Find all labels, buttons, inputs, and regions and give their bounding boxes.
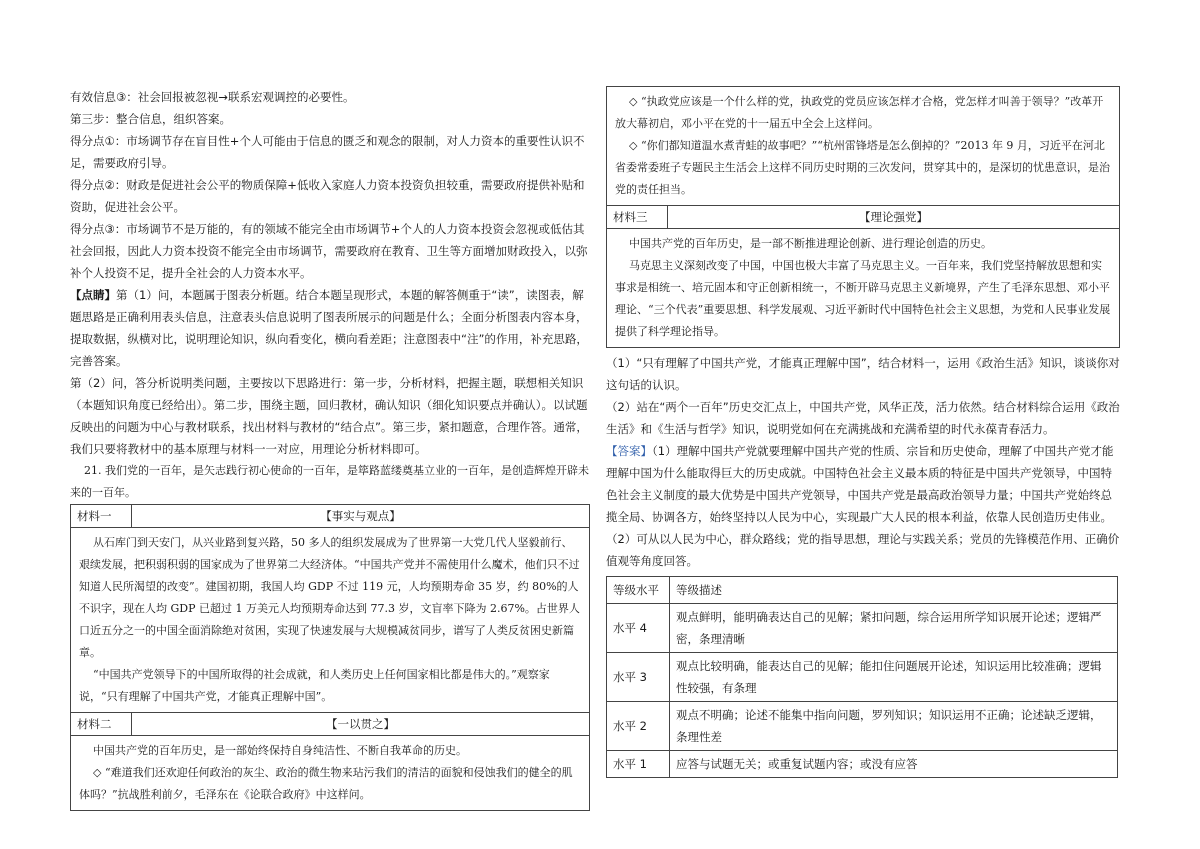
info-3: 有效信息③：社会回报被忽视→联系宏观调控的必要性。 [70, 90, 355, 104]
material-1-title: 【事实与观点】 [132, 505, 590, 528]
left-column [70, 86, 590, 811]
grading-row [607, 604, 1118, 653]
grading-head-desc: 等级描述 [670, 577, 1118, 604]
material-2-para-3: ◇ “执政党应该是一个什么样的党，执政党的党员应该怎样才合格，党怎样才叫善于领导？”改革开放大幕初启，邓小平在党的十一届五中全会上这样问。 [615, 95, 1104, 130]
material-1-label: 材料一 [71, 505, 132, 528]
grade-level: 水平 3 [607, 653, 670, 702]
grade-desc: 应答与试题无关；或重复试题内容；或没有应答 [670, 751, 1118, 778]
grade-desc: 观点不明确；论述不能集中指向问题，罗列知识；知识运用不正确；论述缺乏逻辑，条理性差 [670, 702, 1118, 751]
material-1-para-2: “中国共产党领导下的中国所取得的社会成就，和人类历史上任何国家相比都是伟大的。”观察家说，“只有理解了中国共产党，才能真正理解中国”。 [79, 668, 550, 703]
grade-level: 水平 2 [607, 702, 670, 751]
material-3-para-1: 中国共产党的百年历史，是一部不断推进理论创新、进行理论创造的历史。 [629, 237, 992, 250]
right-column [606, 86, 1120, 778]
comment-tag: 【点睛】 [70, 288, 116, 302]
material-2-para-1: 中国共产党的百年历史，是一部始终保持自身纯洁性、不断自我革命的历史。 [93, 744, 467, 757]
answer-tag: 【答案】 [606, 444, 652, 458]
grading-head-level: 等级水平 [607, 577, 670, 604]
grading-row [607, 702, 1118, 751]
grading-row [607, 653, 1118, 702]
material-2-continued [607, 87, 1120, 206]
grade-desc: 观点鲜明，能明确表达自己的见解；紧扣问题，综合运用所学知识展开论述；逻辑严密，条理清晰 [670, 604, 1118, 653]
material-2-para-2: ◇ “难道我们还欢迎任何政治的灰尘、政治的微生物来玷污我们的清洁的面貌和侵蚀我们的健全的肌体吗？”抗战胜利前夕，毛泽东在《论联合政府》中这样问。 [79, 766, 573, 801]
score-point-2: 得分点②：财政是促进社会公平的物质保障+低收入家庭人力资本投资负担较重，需要政府提供补贴和资助，促进社会公平。 [70, 178, 585, 214]
material-table-2 [606, 86, 1120, 348]
comment-2: 第（2）问，答分析说明类问题，主要按以下思路进行：第一步，分析材料，把握主题，联想相关知识（本题知识角度已经给出）。第二步，围绕主题，回归教材，确认知识（细化知识要点并确认）。以试题反映出的问题为中心与教材联系，找出材料与教材的“结合点”。第三步，紧扣题意，合理作答。通常，我们只要将教材中的基本原理与材料一一对应，用理论分析材料即可。 [70, 376, 588, 456]
grade-desc: 观点比较明确，能表达自己的见解；能扣住问题展开论述，知识运用比较准确；逻辑性较强，有条理 [670, 653, 1118, 702]
grade-level: 水平 1 [607, 751, 670, 778]
material-1-body [71, 528, 590, 713]
material-3-para-2: 马克思主义深刻改变了中国，中国也极大丰富了马克思主义。一百年来，我们党坚持解放思想和实事求是相统一、培元固本和守正创新相统一，不断开辟马克思主义新境界，产生了毛泽东思想、邓小平理论、“三个代表”重要思想、科学发展观、习近平新时代中国特色社会主义思想，为党和人民事业发展提供了科学理论指导。 [615, 259, 1111, 338]
material-2-title: 【一以贯之】 [132, 713, 590, 736]
question-21: 21. 我们党的一百年，是矢志践行初心使命的一百年，是筚路蓝缕奠基立业的一百年，是创造辉煌开辟未来的一百年。 [70, 464, 589, 499]
comment-1: 【点睛】第（1）问，本题属于图表分析题。结合本题呈现形式，本题的解答侧重于“读”，读图表，解题思路是正确利用表头信息，注意表头信息说明了图表所展示的问题是什么；全面分析图表内容本身，提取数据，纵横对比，说明理论知识，纵向看变化，横向看差距；注意图表中“注”的作用，补充思路，完善答案。 [70, 288, 588, 368]
material-3-body [607, 229, 1120, 348]
grading-row [607, 751, 1118, 778]
question-2: （2）站在“两个一百年”历史交汇点上，中国共产党，风华正茂，活力依然。结合材料综合运用《政治生活》和《生活与哲学》知识，说明党如何在充满挑战和充满希望的时代永葆青春活力。 [606, 400, 1120, 436]
step-3: 第三步：整合信息，组织答案。 [70, 112, 231, 126]
material-1-para-1: 从石库门到天安门，从兴业路到复兴路，50 多人的组织发展成为了世界第一大党几代人坚毅前行、艰续发展，把积弱积弱的国家成为了世界第二大经济体。“中国共产党并不需使用什么魔术，他们只不过知道人民所渴望的改变”。建国初期，我国人均 GDP 不过 119 元，人均预期寿命 35 岁，约 80%的人不识字，现在人均 GDP 已超过 1 万美元人均预期寿命达到 77.3 岁，文盲率下降为 2.67%。占世界人口近五分之一的中国全面消除绝对贫困，实现了快速发展与大规模减贫同步，谱写了人类反贫困史新篇章。 [79, 536, 580, 659]
answer-1: 【答案】（1）理解中国共产党就要理解中国共产党的性质、宗旨和历史使命，理解了中国共产党才能理解中国为什么能取得巨大的历史成就。中国特色社会主义最本质的特征是中国共产党领导，中国特色社会主义制度的最大优势是中国共产党领导，中国共产党是最高政治领导力量；中国共产党始终总揽全局、协调各方，始终坚持以人民为中心，实现最广大人民的根本利益，依靠人民创造历史伟业。 [606, 444, 1114, 524]
material-2-para-4: ◇ “你们都知道温水煮青蛙的故事吧？”“杭州雷锋塔是怎么倒掉的？”2013 年 9 月，习近平在河北省委常委班子专题民主生活会上这样不同历史时期的三次发问，贯穿其中的，是深切的忧患意识，是治党的责任担当。 [615, 139, 1110, 196]
question-1: （1）“只有理解了中国共产党，才能真正理解中国”，结合材料一，运用《政治生活》知识，谈谈你对这句话的认识。 [606, 356, 1120, 392]
material-3-title: 【理论强党】 [668, 206, 1120, 229]
material-3-label: 材料三 [607, 206, 668, 229]
material-table-1 [70, 504, 590, 811]
material-2-label: 材料二 [71, 713, 132, 736]
score-point-1: 得分点①：市场调节存在盲目性+个人可能由于信息的匮乏和观念的限制，对人力资本的重要性认识不足，需要政府引导。 [70, 134, 585, 170]
answer-2: （2）可从以人民为中心，群众路线；党的指导思想，理论与实践关系；党员的先锋模范作用、正确价值观等角度回答。 [606, 532, 1120, 568]
score-point-3: 得分点③：市场调节不是万能的，有的领域不能完全由市场调节+个人的人力资本投资会忽视或低估其社会回报，因此人力资本投资不能完全由市场调节，需要政府在教育、卫生等方面增加财政投入，以弥补个人投资不足，提升全社会的人力资本水平。 [70, 222, 588, 280]
material-2-body [71, 736, 590, 811]
grade-level: 水平 4 [607, 604, 670, 653]
grading-table [606, 576, 1118, 778]
